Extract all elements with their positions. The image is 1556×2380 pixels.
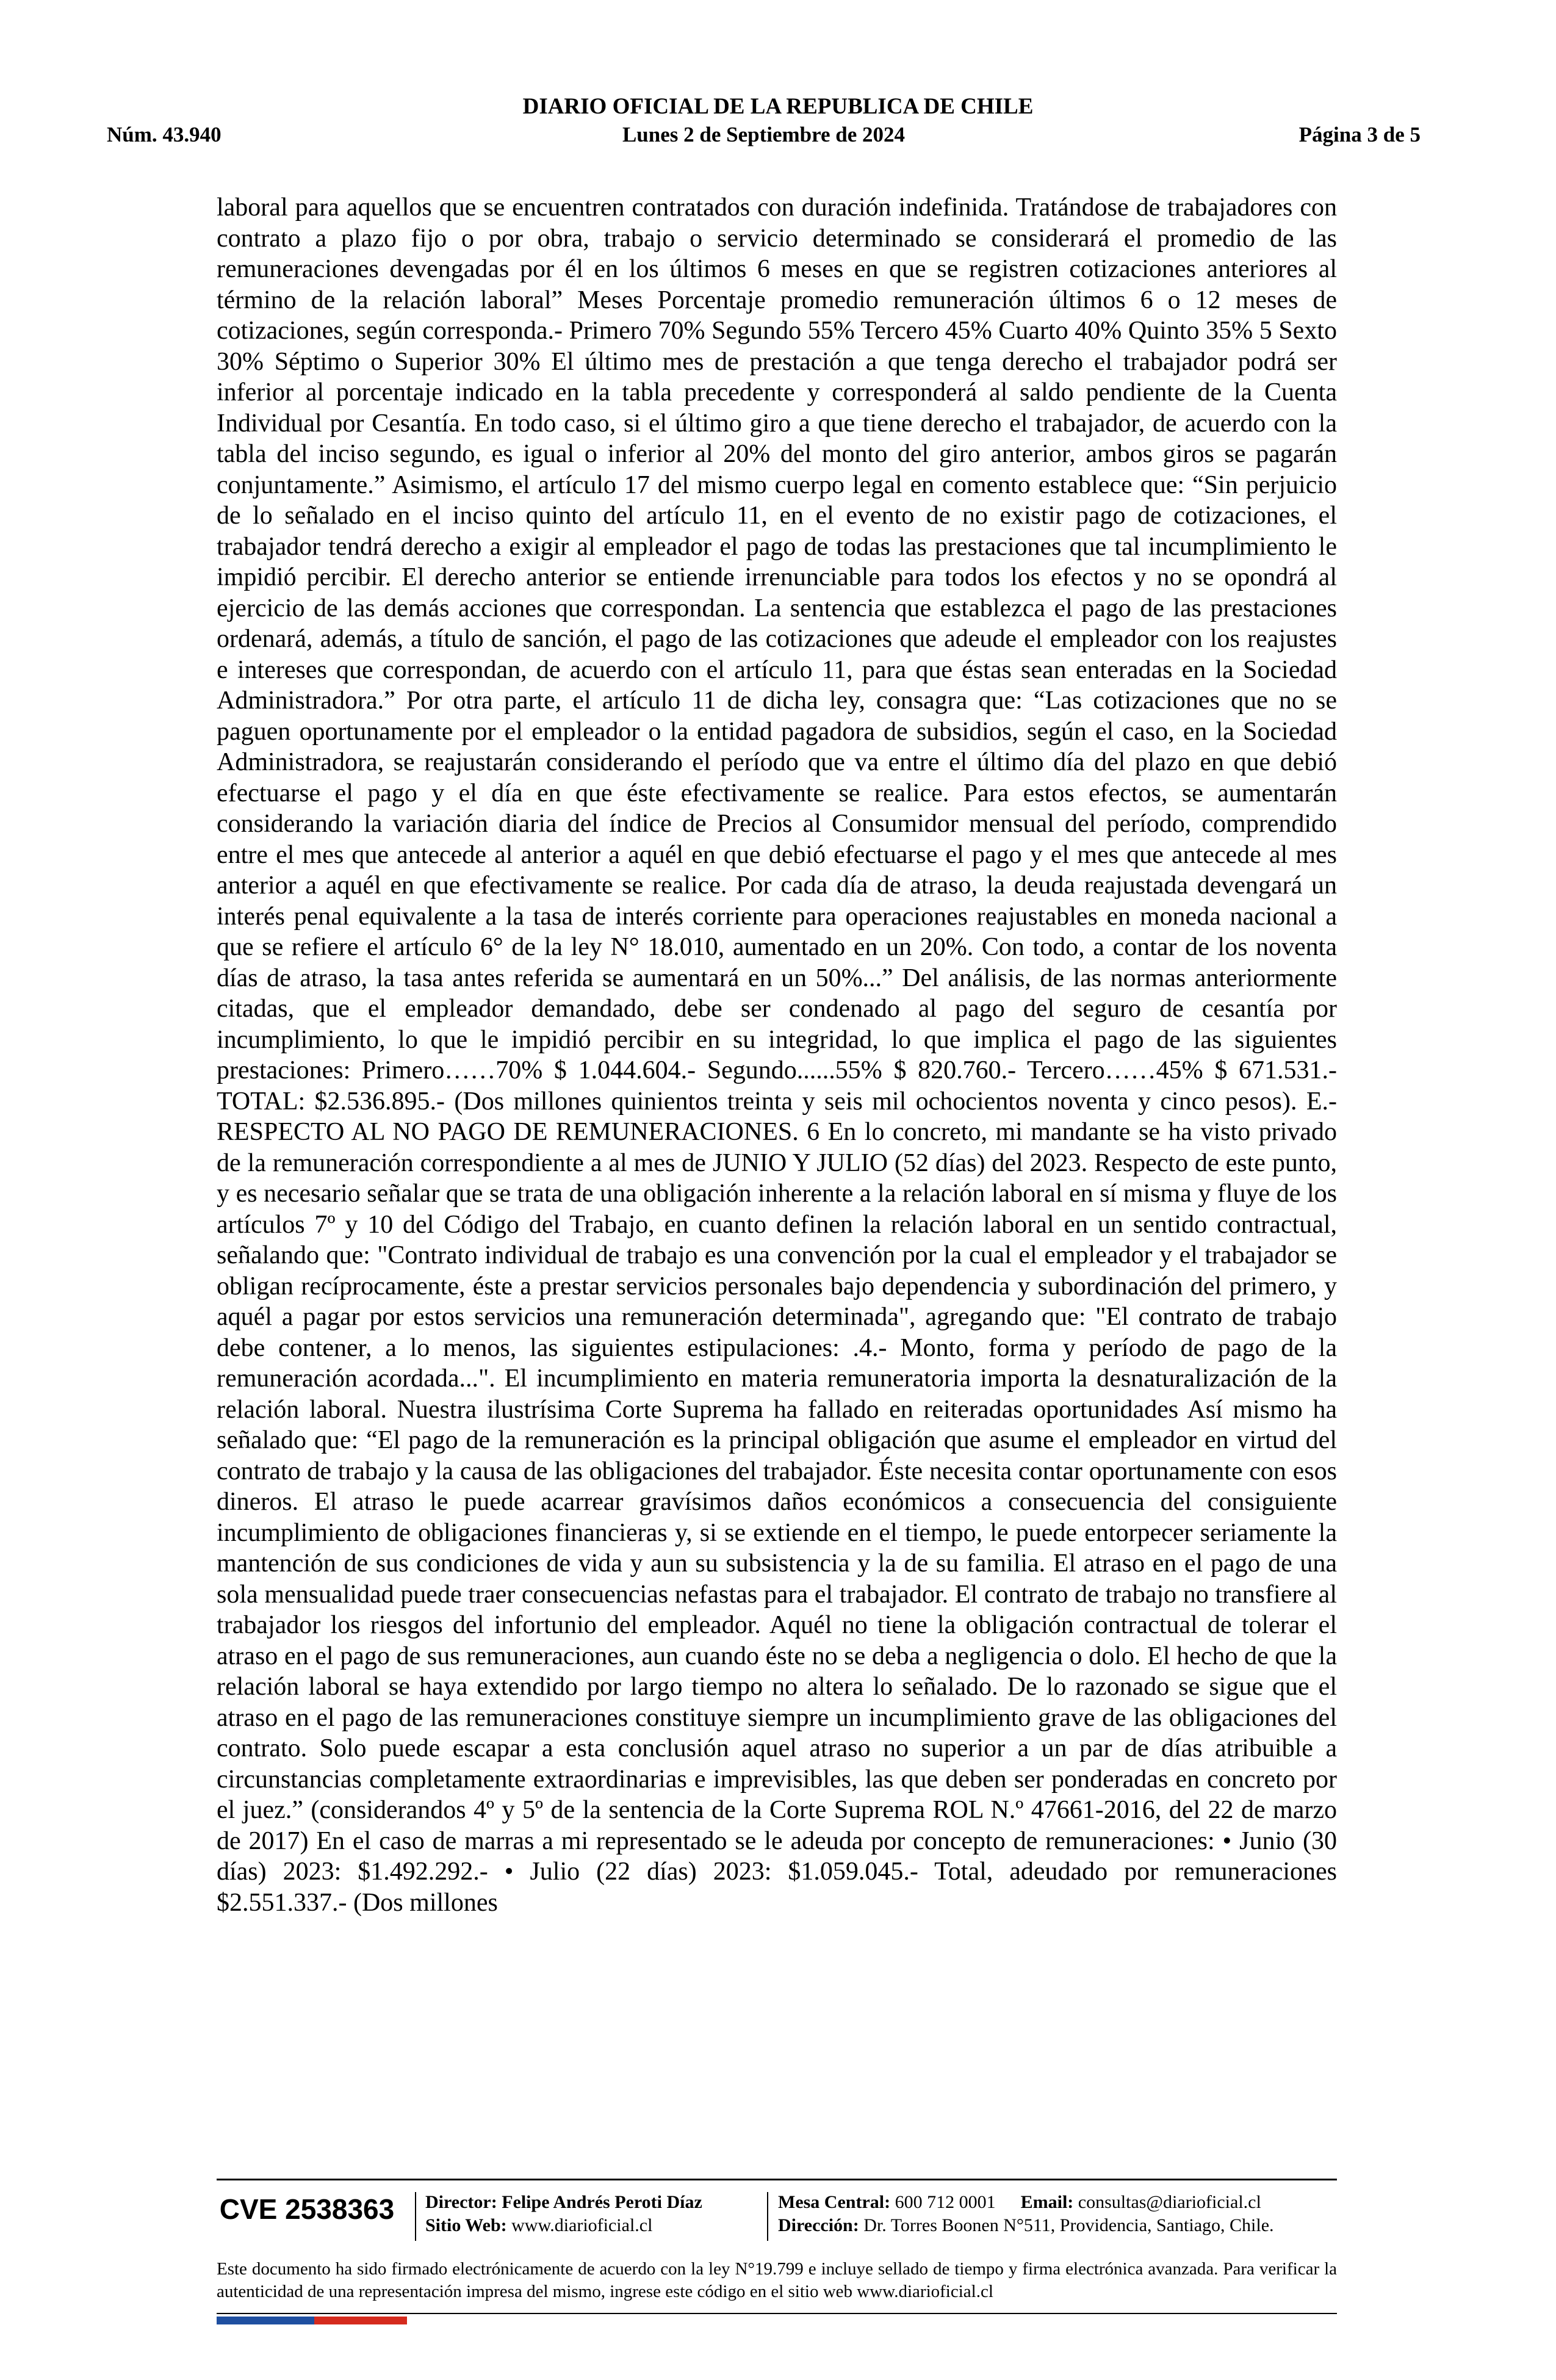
- site-link[interactable]: www.diarioficial.cl: [511, 2215, 653, 2235]
- mesa-phone: 600 712 0001: [895, 2192, 996, 2212]
- footer-director-block: [425, 2191, 702, 2237]
- footer-bottom-divider: [217, 2313, 1337, 2314]
- email-link[interactable]: consultas@diarioficial.cl: [1078, 2192, 1261, 2212]
- publication-title: DIARIO OFICIAL DE LA REPUBLICA DE CHILE: [522, 94, 1034, 119]
- director-name: Felipe Andrés Peroti Díaz: [502, 2192, 702, 2212]
- footer-contact-block: [778, 2191, 1274, 2237]
- site-label: Sitio Web:: [425, 2215, 507, 2235]
- email-label: Email:: [1020, 2192, 1074, 2212]
- footer-separator: [415, 2192, 416, 2241]
- page-indicator: Página 3 de 5: [1298, 123, 1421, 146]
- signature-note: Este documento ha sido firmado electrónicamente de acuerdo con la ley N°19.799 e incluye sellado de tiempo y firma electrónica avanzada. Para verificar la autenticidad de una representación impresa del mismo, ingrese este código en el sitio web www.diarioficial.cl: [217, 2259, 1337, 2301]
- footer-divider: [217, 2179, 1337, 2180]
- director-label: Director:: [425, 2192, 497, 2212]
- address-value: Dr. Torres Boonen N°511, Providencia, Santiago, Chile.: [863, 2215, 1274, 2235]
- issue-date: Lunes 2 de Septiembre de 2024: [622, 123, 906, 146]
- footer-separator: [767, 2192, 768, 2241]
- body-text: laboral para aquellos que se encuentren contratados con duración indefinida. Tratándose de trabajadores con contrato a plazo fijo o por obra, trabajo o servicio determinado se considerará el promedio de las remuneraciones devengadas por él en los últimos 6 meses en que se registren cotizaciones anteriores al término de la relación laboral” Meses Porcentaje promedio remuneración últimos 6 o 12 meses de cotizaciones, según corresponda.- Primero 70% Segundo 55% Tercero 45% Cuarto 40% Quinto 35% 5 Sexto 30% Séptimo o Superior 30% El último mes de prestación a que tenga derecho el trabajador podrá ser inferior al porcentaje indicado en la tabla precedente y corresponderá al saldo pendiente de la Cuenta Individual por Cesantía. En todo caso, si el último giro a que tiene derecho el trabajador, de acuerdo con la tabla del inciso segundo, es igual o inferior al 20% del monto del giro anterior, ambos giros se pagarán conjuntamente.” Asimismo, el artículo 17 del mismo cuerpo legal en comento establece que: “Sin perjuicio de lo señalado en el inciso quinto del artículo 11, en el evento de no existir pago de cotizaciones, el trabajador tendrá derecho a exigir al empleador el pago de todas las prestaciones que tal incumplimiento le impidió percibir. El derecho anterior se entiende irrenunciable para todos los efectos y no se opondrá al ejercicio de las demás acciones que correspondan. La sentencia que establezca el pago de las prestaciones ordenará, además, a título de sanción, el pago de las cotizaciones que adeude el empleador con los reajustes e intereses que correspondan, de acuerdo con el artículo 11, para que éstas sean enteradas en la Sociedad Administradora.” Por otra parte, el artículo 11 de dicha ley, consagra que: “Las cotizaciones que no se paguen oportunamente por el empleador o la entidad pagadora de subsidios, según el caso, en la Sociedad Administradora, se reajustarán considerando el período que va entre el último día del plazo en que debió efectuarse el pago y el día en que éste efectivamente se realice. Para estos efectos, se aumentarán considerando la variación diaria del índice de Precios al Consumidor mensual del período, comprendido entre el mes que antecede al anterior a aquél en que debió efectuarse el pago y el mes que antecede al mes anterior a aquél en que efectivamente se realice. Por cada día de atraso, la deuda reajustada devengará un interés penal equivalente a la tasa de interés corriente para operaciones reajustables en moneda nacional a que se refiere el artículo 6° de la ley N° 18.010, aumentado en un 20%. Con todo, a contar de los noventa días de atraso, la tasa antes referida se aumentará en un 50%...” Del análisis, de las normas anteriormente citadas, que el empleador demandado, debe ser condenado al pago del seguro de cesantía por incumplimiento, lo que le impidió percibir en su integridad, lo que implica el pago de las siguientes prestaciones: Primero……70% $ 1.044.604.- Segundo......55% $ 820.760.- Tercero……45% $ 671.531.- TOTAL: $2.536.895.- (Dos millones quinientos treinta y seis mil ochocientos noventa y cinco pesos). E.- RESPECTO AL NO PAGO DE REMUNERACIONES. 6 En lo concreto, mi mandante se ha visto privado de la remuneración correspondiente a al mes de JUNIO Y JULIO (52 días) del 2023. Respecto de este punto, y es necesario señalar que se trata de una obligación inherente a la relación laboral en sí misma y fluye de los artículos 7º y 10 del Código del Trabajo, en cuanto definen la relación laboral en un sentido contractual, señalando que: "Contrato individual de trabajo es una convención por la cual el empleador y el trabajador se obligan recíprocamente, éste a prestar servicios personales bajo dependencia y subordinación del primero, y aquél a pagar por estos servicios una remuneración determinada", agregando que: "El contrato de trabajo debe contener, a lo menos, las siguientes estipulaciones: .4.- Monto, forma y período de pago de la remuneración acordada...". El incumplimiento en materia remuneratoria importa la desnaturalización de la relación laboral. Nuestra ilustrísima Corte Suprema ha fallado en reiteradas oportunidades Así mismo ha señalado que: “El pago de la remuneración es la principal obligación que asume el empleador en virtud del contrato de trabajo y la causa de las obligaciones del trabajador. Éste necesita contar oportunamente con esos dineros. El atraso le puede acarrear gravísimos daños económicos a consecuencia del consiguiente incumplimiento de obligaciones financieras y, si se extiende en el tiempo, le puede entorpecer seriamente la mantención de sus condiciones de vida y aun su subsistencia y la de su familia. El atraso en el pago de una sola mensualidad puede traer consecuencias nefastas para el trabajador. El contrato de trabajo no transfiere al trabajador los riesgos del infortunio del empleador. Aquél no tiene la obligación contractual de tolerar el atraso en el pago de sus remuneraciones, aun cuando éste no se deba a negligencia o dolo. El hecho de que la relación laboral se haya extendido por largo tiempo no altera lo señalado. De lo razonado se sigue que el atraso en el pago de las remuneraciones constituye siempre un incumplimiento grave de las obligaciones del contrato. Solo puede escapar a esta conclusión aquel atraso no superior a un par de días atribuible a circunstancias completamente extraordinarias e imprevisibles, las que deben ser ponderadas en concreto por el juez.” (considerandos 4º y 5º de la sentencia de la Corte Suprema ROL N.º 47661-2016, del 22 de marzo de 2017) En el caso de marras a mi representado se le adeuda por concepto de remuneraciones: • Junio (30 días) 2023: $1.492.292.- • Julio (22 días) 2023: $1.059.045.- Total, adeudado por remuneraciones $2.551.337.- (Dos millones: [217, 193, 1337, 1917]
- address-label: Dirección:: [778, 2215, 859, 2235]
- cve-code: CVE 2538363: [219, 2193, 395, 2225]
- flag-stripe-blue: [217, 2317, 314, 2324]
- issue-number: Núm. 43.940: [107, 123, 222, 146]
- mesa-label: Mesa Central:: [778, 2192, 891, 2212]
- flag-stripe-red: [314, 2317, 407, 2324]
